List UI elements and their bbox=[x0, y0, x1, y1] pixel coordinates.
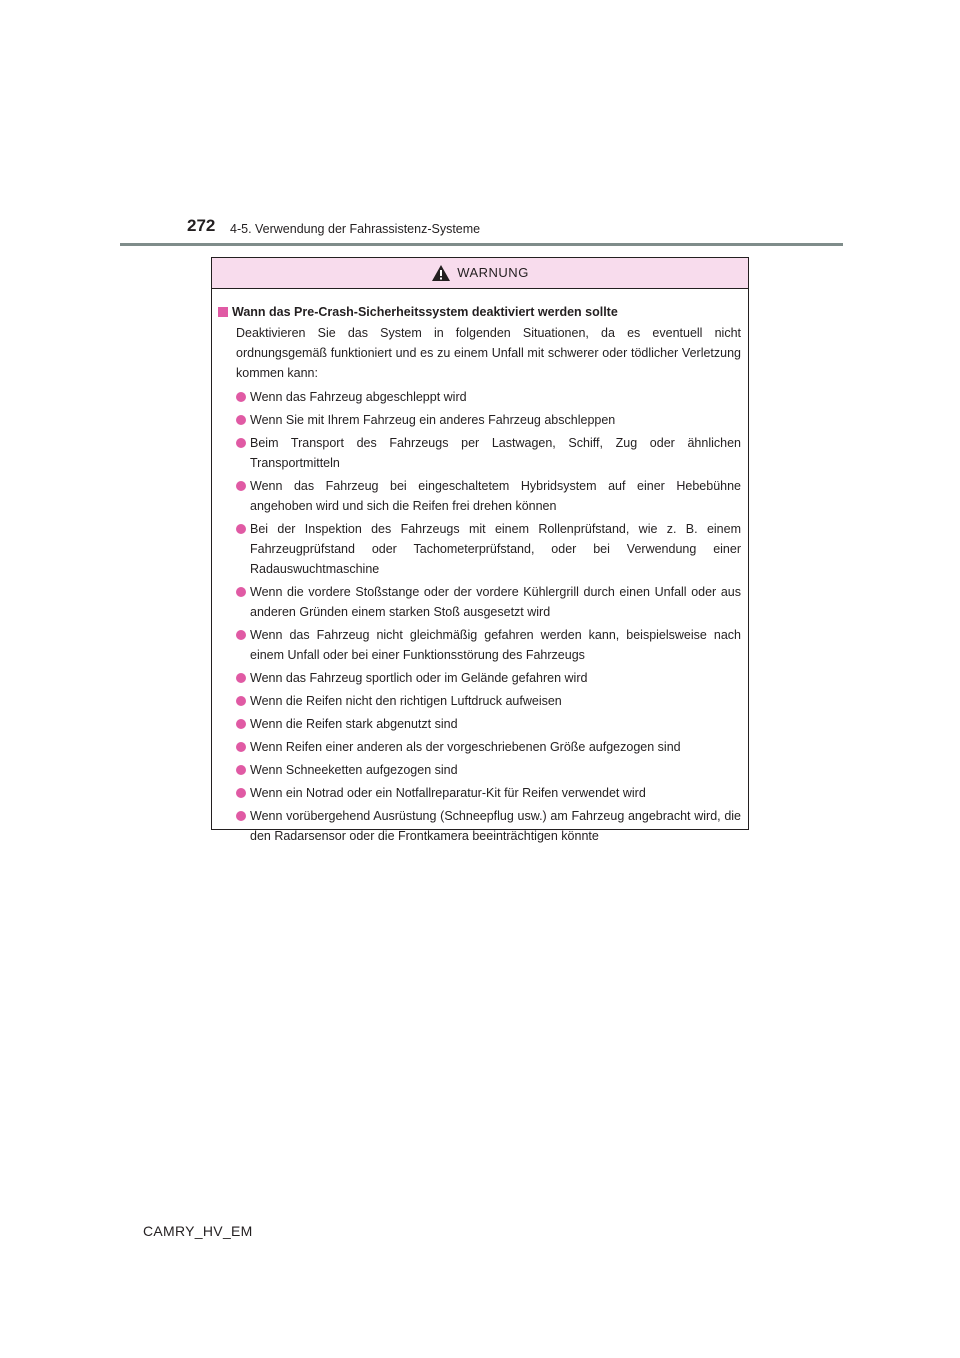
warning-body bbox=[212, 289, 748, 846]
bullet-dot-icon bbox=[236, 696, 246, 706]
list-item-text: Wenn die Reifen stark abgenutzt sind bbox=[250, 717, 458, 731]
list-item bbox=[218, 783, 741, 803]
list-item bbox=[218, 476, 741, 516]
bullet-dot-icon bbox=[236, 742, 246, 752]
list-item bbox=[218, 806, 741, 846]
warning-intro: Deaktivieren Sie das System in folgenden Situationen, da es eventuell nicht ordnungsgemäß funktioniert und es zu einem Unfall mit schwerer oder tödlicher Verletzung kommen kann: bbox=[236, 326, 741, 380]
list-item bbox=[218, 387, 741, 407]
list-item bbox=[218, 714, 741, 734]
warning-subheading-text: Wann das Pre-Crash-Sicherheitssystem deaktiviert werden sollte bbox=[232, 305, 618, 319]
list-item bbox=[218, 691, 741, 711]
warning-header bbox=[212, 258, 748, 289]
list-item bbox=[218, 760, 741, 780]
list-item bbox=[218, 737, 741, 757]
header-divider bbox=[120, 243, 843, 246]
bullet-dot-icon bbox=[236, 415, 246, 425]
warning-list bbox=[218, 387, 741, 846]
bullet-dot-icon bbox=[236, 765, 246, 775]
list-item-text: Wenn das Fahrzeug bei eingeschaltetem Hybridsystem auf einer Hebebühne angehoben wird und sich die Reifen frei drehen können bbox=[250, 479, 741, 513]
list-item-text: Bei der Inspektion des Fahrzeugs mit einem Rollenprüfstand, wie z. B. einem Fahrzeugprüfstand oder Tachometerprüfstand, oder bei Verwendung einer Radauswuchtmaschine bbox=[250, 522, 741, 576]
list-item bbox=[218, 519, 741, 579]
list-item bbox=[218, 582, 741, 622]
list-item bbox=[218, 625, 741, 665]
list-item bbox=[218, 433, 741, 473]
list-item-text: Beim Transport des Fahrzeugs per Lastwagen, Schiff, Zug oder ähnlichen Transportmitteln bbox=[250, 436, 741, 470]
list-item-text: Wenn die Reifen nicht den richtigen Luftdruck aufweisen bbox=[250, 694, 562, 708]
list-item-text: Wenn das Fahrzeug nicht gleichmäßig gefahren werden kann, beispielsweise nach einem Unfall oder bei einer Funktionsstörung des Fahrzeugs bbox=[250, 628, 741, 662]
bullet-dot-icon bbox=[236, 587, 246, 597]
square-bullet-icon bbox=[218, 307, 228, 317]
list-item-text: Wenn Reifen einer anderen als der vorgeschriebenen Größe aufgezogen sind bbox=[250, 740, 681, 754]
section-title: 4-5. Verwendung der Fahrassistenz-Systeme bbox=[230, 222, 481, 236]
warning-triangle-icon bbox=[431, 264, 451, 282]
list-item-text: Wenn die vordere Stoßstange oder der vordere Kühlergrill durch einen Unfall oder aus anderen Gründen einem starken Stoß ausgesetzt wird bbox=[250, 585, 741, 619]
list-item-text: Wenn ein Notrad oder ein Notfallreparatur-Kit für Reifen verwendet wird bbox=[250, 786, 646, 800]
list-item bbox=[218, 410, 741, 430]
footer-code: CAMRY_HV_EM bbox=[143, 1223, 253, 1239]
list-item-text: Wenn vorübergehend Ausrüstung (Schneepflug usw.) am Fahrzeug angebracht wird, die den Radarsensor oder die Frontkamera beeinträchtigen könnte bbox=[250, 809, 741, 843]
bullet-dot-icon bbox=[236, 788, 246, 798]
list-item-text: Wenn das Fahrzeug abgeschleppt wird bbox=[250, 390, 467, 404]
warning-subheading bbox=[218, 303, 741, 321]
bullet-dot-icon bbox=[236, 811, 246, 821]
list-item-text: Wenn Schneeketten aufgezogen sind bbox=[250, 763, 458, 777]
bullet-dot-icon bbox=[236, 392, 246, 402]
bullet-dot-icon bbox=[236, 524, 246, 534]
bullet-dot-icon bbox=[236, 673, 246, 683]
list-item-text: Wenn Sie mit Ihrem Fahrzeug ein anderes Fahrzeug abschleppen bbox=[250, 413, 616, 427]
list-item-text: Wenn das Fahrzeug sportlich oder im Gelände gefahren wird bbox=[250, 671, 588, 685]
warning-box bbox=[211, 257, 749, 843]
bullet-dot-icon bbox=[236, 438, 246, 448]
list-item bbox=[218, 668, 741, 688]
bullet-dot-icon bbox=[236, 630, 246, 640]
bullet-dot-icon bbox=[236, 719, 246, 729]
bullet-dot-icon bbox=[236, 481, 246, 491]
page-number: 272 bbox=[187, 216, 216, 235]
warning-title: WARNUNG bbox=[457, 265, 529, 280]
